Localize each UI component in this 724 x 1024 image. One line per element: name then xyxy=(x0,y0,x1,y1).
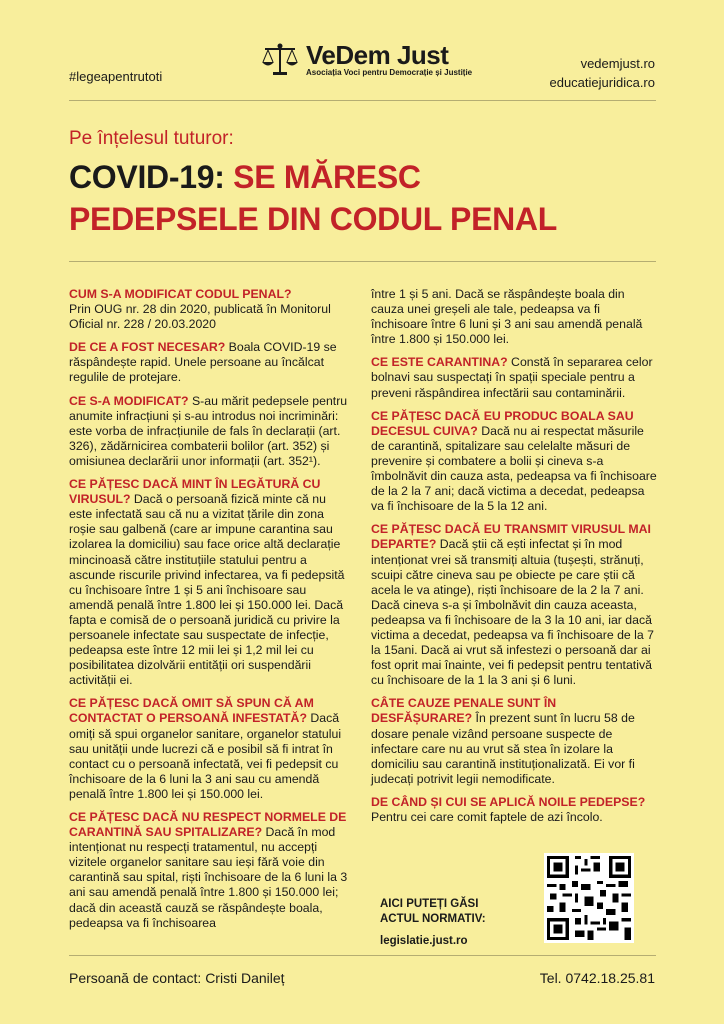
qa-item xyxy=(371,522,657,688)
qa-item xyxy=(371,795,657,825)
contact-phone[interactable]: Tel. 0742.18.25.81 xyxy=(539,970,655,986)
question: CE S-A MODIFICAT? xyxy=(69,393,189,408)
qr-code-icon[interactable] xyxy=(544,853,634,943)
answer: Dacă o persoană fizică minte că nu este infectată sau că nu a vizitat țările din zona roșie sau galbenă (care ar impune carantina sau izolarea la domiciliu) sau face orice altă declarație mincinoasă către instituțiile statului pentru a ascunde riscurile privind infectarea, va fi pedepsită cu închisoare între 1 și 5 ani închisoare sau amendă penală între 1.800 lei și 150.000 lei. Dacă fapta e comisă de o persoană juridică cu privire la persoanele infectate sau suspectate de infecție, pedeapsa este între 12 mii lei și 1,2 mil lei cu posibilitatea dizolvării entității ori suspendării activității ei. xyxy=(69,492,345,688)
website-links xyxy=(549,54,655,92)
site-link-educatiejuridica[interactable]: educatiejuridica.ro xyxy=(549,75,655,90)
question: CE PĂȚESC DACĂ EU TRANSMIT VIRUSUL MAI DEPARTE? xyxy=(371,522,651,552)
logo-subtitle: Asociația Voci pentru Democrație și Justiție xyxy=(306,68,473,77)
kicker: Pe înțelesul tuturor: xyxy=(69,128,234,149)
title-line2: PEDEPSELE DIN CODUL PENAL xyxy=(69,201,557,237)
header xyxy=(0,0,724,100)
qr-label xyxy=(380,897,486,927)
answer: între 1 și 5 ani. Dacă se răspândește boala din cauza unei greșeli ale tale, pedeapsa va fi închisoare între 6 luni și 3 ani sau amendă penală între 1.800 și 150.000 lei. xyxy=(371,287,643,347)
qr-label-line2: ACTUL NORMATIV: xyxy=(380,913,486,925)
answer: Dacă nu ai respectat măsurile de carantină, spitalizare sau celelalte măsuri de prevenire și combatere a bolii și cineva s-a îmbolnăvit din cauza asta, pedeapsa va fi închisoare de la 2 la 7 ani; dacă victima a decedat, pedeapsa va fi închisoare de la 5 la 12 ani. xyxy=(371,423,657,514)
question: DE CE A FOST NECESAR? xyxy=(69,340,226,355)
answer: Dacă știi că ești infectat și în mod intenționat vrei să transmiți altuia (tușești, strănuți, scuipi către cineva sau pe obiecte pe care știi că acela le va atinge), riști închisoare de la 2 la 7 ani. Dacă cineva s-a și îmbolnăvit din cauza aceasta, pedeapsa va fi închisoare de la 3 la 10 ani, iar dacă victima a decedat, pedeapsa va fi închisoare de la 7 la 15ani. Dacă ai vrut să infestezi o persoană dar ai fost oprit mai înainte, vei fi pedepsit pentru tentativă cu închisoare de la 1 la 3 ani și 6 luni. xyxy=(371,537,655,688)
question: CE PĂȚESC DACĂ MINT ÎN LEGĂTURĂ CU VIRUSUL? xyxy=(69,477,321,507)
qa-item xyxy=(69,696,351,802)
answer: S-au mărit pedepsele pentru anumite infracțiuni și s-au introdus noi incriminări: este vorba de infracțiunile de fals în declarații (art. 326), zădărnicirea combaterii bolilor (art. 352) și omisiunea declarării unor informații (art. 352¹). xyxy=(69,393,348,468)
answer: Pentru cei care comit faptele de azi încolo. xyxy=(371,810,603,824)
title-part1: COVID-19: xyxy=(69,159,234,195)
question: CE PĂȚESC DACĂ OMIT SĂ SPUN CĂ AM CONTACTAT O PERSOANĂ INFESTATĂ? xyxy=(69,696,314,726)
right-column xyxy=(371,287,657,833)
qa-item xyxy=(371,409,657,515)
question: DE CÂND ȘI CUI SE APLICĂ NOILE PEDEPSE? xyxy=(371,794,646,809)
qr-label-line1: AICI PUTEȚI GĂSI xyxy=(380,898,479,910)
qa-item xyxy=(371,287,657,347)
hashtag: #legeapentrutoti xyxy=(69,69,163,84)
qa-item xyxy=(69,477,351,688)
question: CUM S-A MODIFICAT CODUL PENAL? xyxy=(69,287,292,301)
footer-divider xyxy=(69,955,656,956)
question: CE PĂȚESC DACĂ NU RESPECT NORMELE DE CARANTINĂ SAU SPITALIZARE? xyxy=(69,810,347,840)
qa-item xyxy=(69,287,351,332)
left-column xyxy=(69,287,351,939)
logo-title: VeDem Just xyxy=(306,40,449,70)
title-part2: SE MĂRESC xyxy=(233,159,421,195)
qa-item xyxy=(69,394,351,469)
legislation-link[interactable]: legislatie.just.ro xyxy=(380,935,468,947)
question: CE PĂȚESC DACĂ EU PRODUC BOALA SAU DECESUL CUIVA? xyxy=(371,408,634,438)
answer: Boala COVID-19 se răspândește rapid. Unele persoane au încălcat regulile de protejare. xyxy=(69,340,337,385)
site-link-vedemjust[interactable]: vedemjust.ro xyxy=(580,56,655,71)
answer: Constă în separarea celor bolnavi sau suspectați în spații speciale pentru a preveni răspândirea infectării sau contaminării. xyxy=(371,355,653,400)
qa-item xyxy=(371,355,657,400)
title-divider xyxy=(69,261,656,262)
answer: Dacă omiți să spui organelor sanitare, organelor statului sau unității unde lucrezi că e posibil să fi intrat în contact cu o persoană infectată, vei fi pedepsit cu închisoare de la 6 luni la 3 ani sau cu amendă penală între 1.800 lei și 150.000 lei. xyxy=(69,711,342,801)
qa-item xyxy=(69,340,351,385)
top-divider xyxy=(69,100,656,101)
contact-person: Persoană de contact: Cristi Danileț xyxy=(69,970,285,986)
scales-of-justice-icon xyxy=(260,42,300,78)
qa-item xyxy=(69,810,351,931)
qa-item xyxy=(371,696,657,787)
question: CÂTE CAUZE PENALE SUNT ÎN DESFĂȘURARE? xyxy=(371,696,557,726)
answer: În prezent sunt în lucru 58 de dosare penale vizând persoane suspecte de infectare care nu au vrut să stea în izolare la domiciliu sau carantină instituționalizată. Ei vor fi judecați potrivit legii nemodificate. xyxy=(371,711,635,786)
answer: Dacă în mod intenționat nu respecți tratamentul, nu accepți vizitele organelor sanitare sau ieși fără voie din carantină sau spital, riști închisoare de la 6 luni la 3 ani sau amendă penală între 1.800 și 150.000 lei; dacă din această cauză se răspândește boala, pedeapsa va fi închisoarea xyxy=(69,825,348,930)
page-title xyxy=(69,156,557,240)
answer: Prin OUG nr. 28 din 2020, publicată în Monitorul Oficial nr. 228 / 20.03.2020 xyxy=(69,302,331,332)
logo xyxy=(260,42,472,78)
question: CE ESTE CARANTINA? xyxy=(371,355,508,370)
